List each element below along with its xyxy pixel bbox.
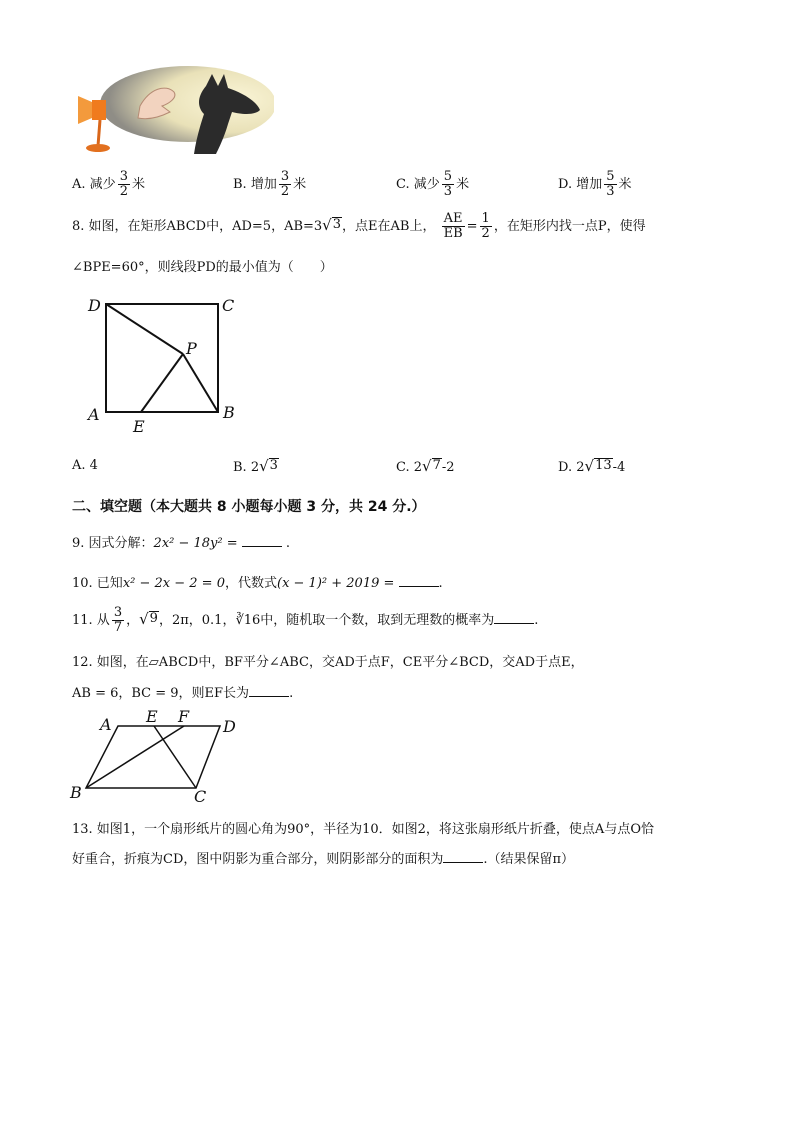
label-a: A [88, 405, 100, 424]
q8-rectangle-figure [84, 294, 244, 436]
segment-pe [141, 354, 183, 412]
fraction: $\frac{3}{2}$ [280, 169, 290, 199]
segment-ce [154, 726, 196, 788]
lamp-head [92, 100, 106, 120]
q13-line1: 13. 如图1，一个扇形纸片的圆心角为90°，半径为10．如图2，将这张扇形纸片折叠，使点A与点O恰 [72, 822, 654, 837]
fraction-half: $\frac{1}{2}$ [481, 211, 490, 241]
q8-line2: ∠BPE=60°，则线段PD的最小值为（ ） [72, 260, 333, 275]
label-f: F [178, 708, 190, 726]
sqrt: √ 3 [322, 216, 342, 234]
segment-bf [86, 726, 184, 788]
section-title: 二、填空题（本大题共 8 小题每小题 3 分，共 24 分.） [72, 499, 426, 515]
answer-blank[interactable] [443, 861, 483, 863]
label-b: B [223, 403, 235, 422]
q8-option-d[interactable]: D. 2 √ 13 -4 [558, 457, 626, 475]
q9: 9. 因式分解：2x² − 18y² = . [72, 536, 291, 551]
segment-pb [183, 354, 218, 412]
label-d: D [223, 717, 236, 736]
rectangle-abcd [106, 304, 218, 412]
label-e: E [146, 708, 158, 726]
q8-option-c[interactable]: C. 2 √ 7 -2 [396, 457, 455, 475]
label-c: C [194, 787, 207, 804]
fraction: $\frac{3}{2}$ [119, 169, 128, 199]
q7-option-b[interactable]: B. 增加 $\frac{3}{2}$ 米 [233, 169, 307, 199]
answer-blank[interactable] [494, 622, 534, 624]
q12-line2: AB = 6，BC = 9，则EF长为 . [72, 686, 294, 701]
q12-parallelogram-figure [66, 708, 256, 804]
label-b: B [70, 783, 82, 802]
q13-line2: 好重合，折痕为CD，图中阴影为重合部分，则阴影部分的面积为 .（结果保留π） [72, 852, 575, 867]
segment-dp [106, 304, 183, 354]
q7-option-c[interactable]: C. 减少 $\frac{5}{3}$ 米 [396, 169, 470, 199]
fraction: $\frac{3}{7}$ [113, 605, 123, 635]
label-c: C [222, 296, 235, 315]
fraction: $\frac{5}{3}$ [443, 169, 453, 199]
q8-line1: 8. 如图，在矩形ABCD中，AD=5，AB=3 √ 3 ，点E在AB上， $\frac{AE}{EB}$ = $\frac{1}{2}$ ，在矩形内找一点P，使得 [72, 211, 646, 241]
label-a: A [100, 715, 112, 734]
q7-option-a[interactable]: A. 减少 $\frac{3}{2}$ 米 [72, 169, 145, 199]
label-e: E [133, 417, 145, 436]
q11: 11. 从 $\frac{3}{7}$ ， √ 9 ，2π，0.1，∛16中，随机取一个数，取到无理数的概率为 . [72, 605, 539, 635]
q8-option-a[interactable]: A. 4 [72, 458, 98, 473]
answer-blank[interactable] [249, 695, 289, 697]
fraction: $\frac{5}{3}$ [606, 169, 615, 199]
fraction-ae-eb: $\frac{AE}{EB}$ [443, 211, 463, 241]
q10: 10. 已知x² − 2x − 2 = 0，代数式(x − 1)² + 2019 = . [72, 576, 443, 591]
label-d: D [88, 296, 101, 315]
q8-option-b[interactable]: B. 2 √ 3 [233, 457, 278, 475]
parallelogram-abcd [86, 726, 220, 788]
answer-blank[interactable] [399, 585, 439, 587]
answer-blank[interactable] [242, 545, 282, 547]
q7-option-d[interactable]: D. 增加 $\frac{5}{3}$ 米 [558, 169, 632, 199]
shadow-puppet-image [78, 66, 274, 154]
q12-line1: 12. 如图，在▱ABCD中，BF平分∠ABC，交AD于点F，CE平分∠BCD，交AD于点E， [72, 655, 584, 670]
label-p: P [186, 339, 197, 358]
